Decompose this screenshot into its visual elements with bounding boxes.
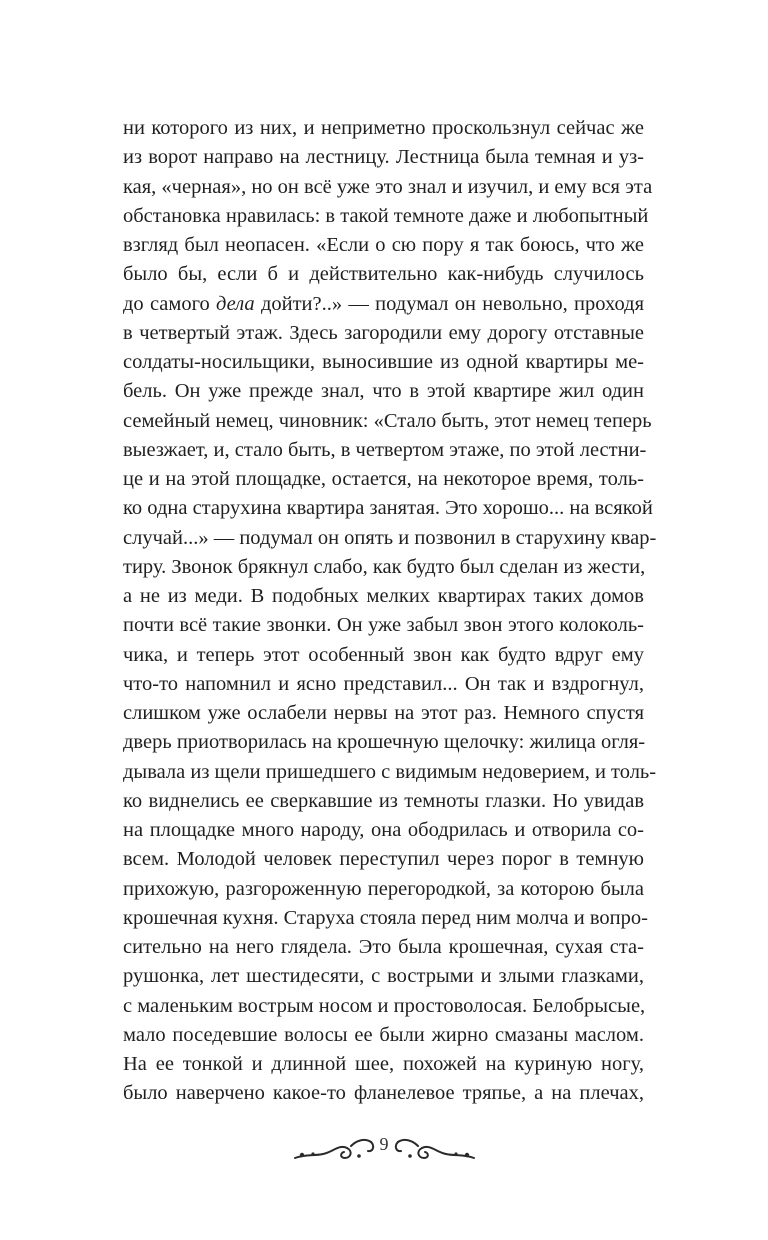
text-line-20: что-то напомнил и ясно представил... Он так и вздрогнул,	[123, 672, 644, 695]
text-line-5: взгляд был неопасен. «Если о сю пору я так боюсь, что же	[123, 234, 644, 256]
italic-word-dela: дела	[216, 292, 255, 315]
text-line-7-start: до самого	[123, 292, 217, 315]
text-line-26: всем. Молодой человек переступил через порог в темную	[123, 848, 644, 871]
text-line-13: це и на этой площадке, остается, на некоторое время, толь-	[123, 468, 644, 490]
text-line-25: на площадке много народу, она ободрилась и отворила со-	[123, 819, 644, 841]
text-line-12: выезжает, и, стало быть, в четвертом этаже, по этой лестни-	[123, 438, 647, 461]
text-line-22: дверь приотворилась на крошечную щелочку: жилица огля-	[123, 731, 646, 754]
text-line-34: было наверчено какое-то фланелевое тряпье, а на плечах,	[123, 1082, 644, 1105]
text-line-15: случай...» — подумал он опять и позвонил в старухину квар-	[123, 526, 657, 549]
text-line-19: чика, и теперь этот особенный звон как будто вдруг ему	[123, 643, 644, 666]
text-line-1: ни которого из них, и неприметно проскользнул сейчас же	[123, 117, 644, 139]
page-footer	[0, 1128, 768, 1168]
text-line-32: мало поседевшие волосы ее были жирно смазаны маслом.	[123, 1023, 644, 1046]
text-line-23: дывала из щели пришедшего с видимым недоверием, и толь-	[123, 760, 657, 783]
page-body-text	[123, 114, 657, 1109]
text-line-27: прихожую, разгороженную перегородкой, за которою была	[123, 877, 644, 900]
text-line-7	[123, 290, 644, 319]
text-line-14: ко одна старухина квартира занятая. Это хорошо... на всякой	[123, 497, 653, 520]
text-line-8: в четвертый этаж. Здесь загородили ему дорогу отставные	[123, 321, 644, 344]
text-line-17: а не из меди. В подобных мелких квартирах таких домов	[123, 585, 644, 607]
text-line-30: рушонка, лет шестидесяти, с вострыми и злыми глазками,	[123, 965, 644, 988]
text-line-2: из ворот направо на лестницу. Лестница была темная и уз-	[123, 146, 644, 169]
text-line-29: сительно на него глядела. Это была крошечная, сухая ста-	[123, 936, 644, 958]
text-line-10: бель. Он уже прежде знал, что в этой квартире жил один	[123, 380, 644, 403]
text-line-18: почти всё такие звонки. Он уже забыл звон этого колоколь-	[123, 614, 644, 637]
page-number: 9	[379, 1134, 389, 1154]
text-line-7-end: дойти?..» — подумал он невольно, проходя	[254, 292, 645, 315]
text-line-9: солдаты-носильщики, выносившие из одной квартиры ме-	[123, 351, 644, 373]
text-line-11: семейный немец, чиновник: «Стало быть, этот немец теперь	[123, 409, 652, 432]
text-line-16: тиру. Звонок брякнул слабо, как будто был сделан из жести,	[123, 555, 646, 578]
text-line-4: обстановка нравилась: в такой темноте даже и любопытный	[123, 204, 649, 227]
text-line-31: с маленьким вострым носом и простоволосая. Белобрысые,	[123, 994, 646, 1017]
right-flourish-ornament-icon	[386, 1134, 476, 1164]
text-line-33: На ее тонкой и длинной шее, похожей на куриную ногу,	[123, 1053, 644, 1075]
text-line-21: слишком уже ослабели нервы на этот раз. Немного спустя	[123, 702, 644, 724]
text-line-28: крошечная кухня. Старуха стояла перед ним молча и вопро-	[123, 906, 648, 929]
text-line-6: было бы, если б и действительно как-нибудь случилось	[123, 263, 644, 286]
text-line-3: кая, «черная», но он всё уже это знал и изучил, и ему вся эта	[123, 175, 653, 198]
text-line-24: ко виднелись ее сверкавшие из темноты глазки. Но увидав	[123, 789, 644, 812]
